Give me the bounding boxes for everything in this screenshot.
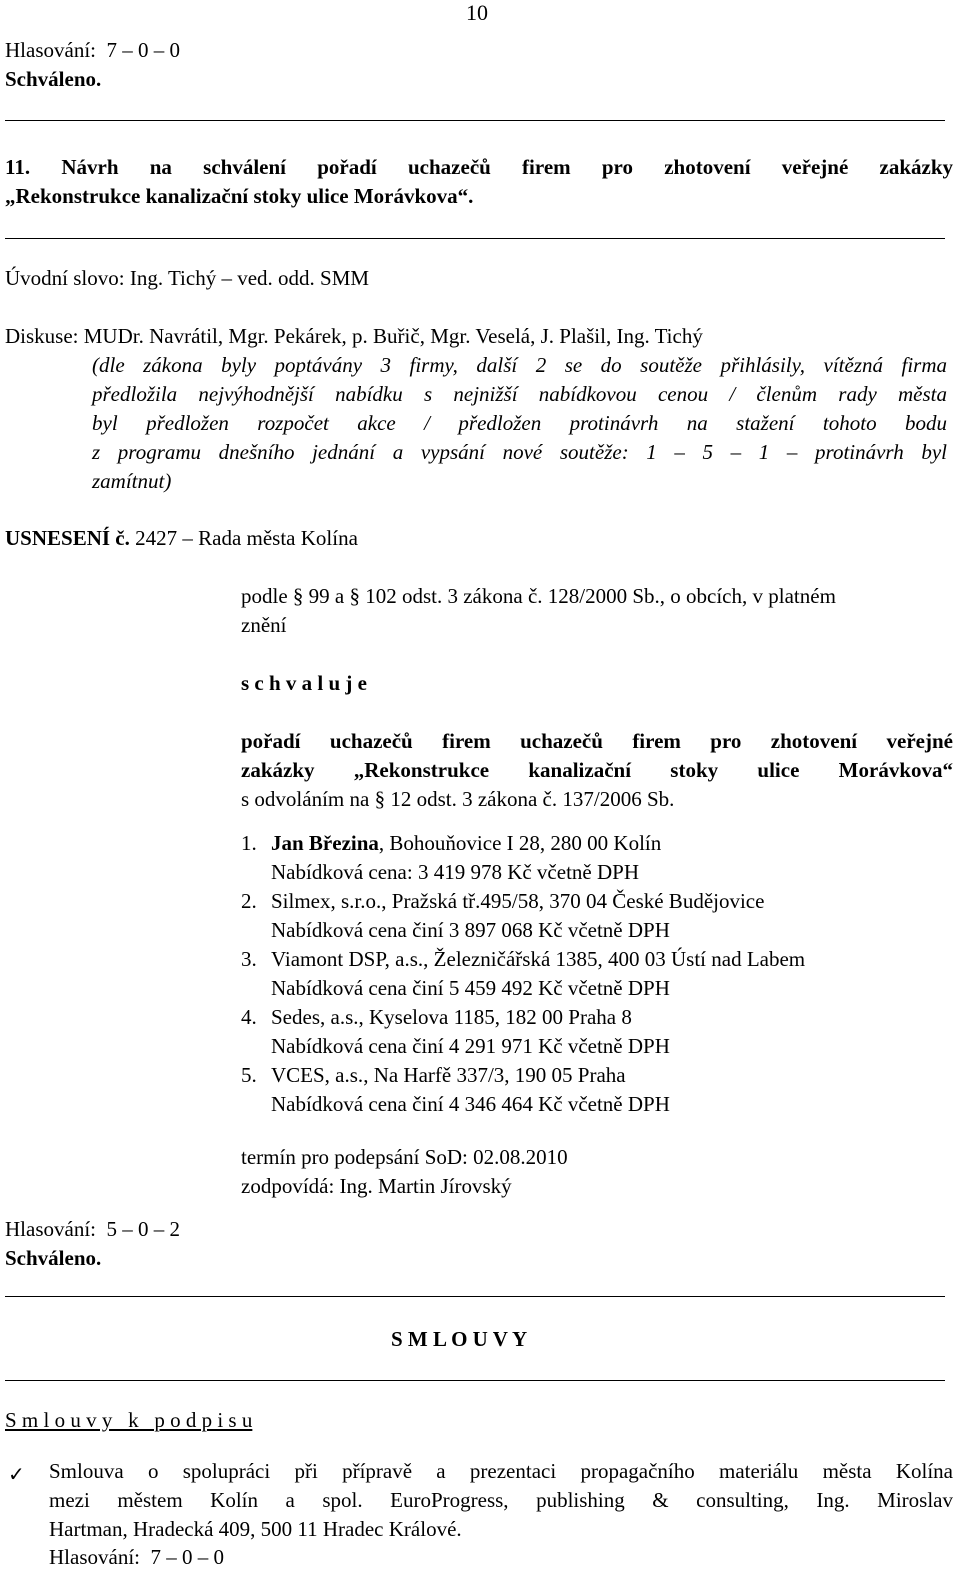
discussion-list: Diskuse: MUDr. Navrátil, Mgr. Pekárek, p. Buřič, Mgr. Veselá, J. Plašil, Ing. Tichý: [5, 324, 703, 348]
vote-result: Schváleno.: [5, 1246, 102, 1270]
bidder-price: Nabídková cena: 3 419 978 Kč včetně DPH: [271, 860, 639, 884]
note-line: předložila nejvýhodnější nabídku s nejnižší nabídkovou cenou / členům rady města: [92, 382, 947, 406]
section-subheading: S m l o u v y k p o d p i s u: [5, 1408, 253, 1432]
order-line3: s odvoláním na § 12 odst. 3 zákona č. 137/2006 Sb.: [241, 787, 675, 811]
order-line2: zakázky „Rekonstrukce kanalizační stoky ulice Morávkova“: [241, 758, 953, 782]
divider: [5, 1380, 945, 1381]
vote-item11: Hlasování: 5 – 0 – 2: [5, 1217, 180, 1241]
responsible-person: zodpovídá: Ing. Martin Jírovský: [241, 1174, 512, 1198]
item-title-line2: „Rekonstrukce kanalizační stoky ulice Morávkova“.: [5, 184, 474, 208]
section-heading: S M L O U V Y: [391, 1327, 528, 1351]
order-line1: pořadí uchazečů firem uchazečů firem pro zhotovení veřejné: [241, 729, 953, 753]
item-title-line1: 11. Návrh na schválení pořadí uchazečů firem pro zhotovení veřejné zakázky: [5, 155, 954, 179]
contract-line: mezi městem Kolín a spol. EuroProgress, publishing & consulting, Ing. Miroslav: [49, 1488, 953, 1512]
bidder-item: 4. Sedes, a.s., Kyselova 1185, 182 00 Praha 8: [241, 1005, 632, 1029]
note-line: zamítnut): [92, 469, 172, 493]
contract-line: Smlouva o spolupráci při přípravě a prezentaci propagačního materiálu města Kolína: [49, 1459, 953, 1483]
bidder-item: 1. Jan Březina, Bohouňovice I 28, 280 00 Kolín: [241, 831, 662, 855]
check-icon: ✓: [8, 1462, 25, 1486]
contract-line: Hartman, Hradecká 409, 500 11 Hradec Králové.: [49, 1517, 462, 1541]
vote-top: [5, 38, 180, 63]
approves-verb: s c h v a l u j e: [241, 671, 367, 695]
divider: [5, 120, 945, 121]
vote-result: Schváleno.: [5, 67, 102, 91]
bidder-price: Nabídková cena činí 4 346 464 Kč včetně DPH: [271, 1092, 670, 1116]
deadline: termín pro podepsání SoD: 02.08.2010: [241, 1145, 568, 1169]
note-line: byl předložen rozpočet akce / předložen protinávrh na stažení tohoto bodu: [92, 411, 947, 435]
divider: [5, 1296, 945, 1297]
bidder-item: 2. Silmex, s.r.o., Pražská tř.495/58, 370 04 České Budějovice: [241, 889, 765, 913]
note-line: z programu dnešního jednání a vypsání nové soutěže: 1 – 5 – 1 – protinávrh byl: [92, 440, 947, 464]
divider: [5, 238, 945, 239]
intro-speaker: Úvodní slovo: Ing. Tichý – ved. odd. SMM: [5, 266, 370, 290]
bidder-price: Nabídková cena činí 5 459 492 Kč včetně DPH: [271, 976, 670, 1000]
bidder-item: 3. Viamont DSP, a.s., Železničářská 1385, 400 03 Ústí nad Labem: [241, 947, 806, 971]
legal-basis: podle § 99 a § 102 odst. 3 zákona č. 128/2000 Sb., o obcích, v platném: [241, 584, 836, 608]
bidder-item: 5. VCES, a.s., Na Harfě 337/3, 190 05 Praha: [241, 1063, 626, 1087]
vote-value: 7 – 0 – 0: [106, 38, 180, 62]
page-number: 10: [466, 0, 488, 25]
note-line: (dle zákona byly poptávány 3 firmy, další 2 se do soutěže přihlásily, vítězná firma: [92, 353, 947, 377]
legal-basis-cont: znění: [241, 613, 287, 637]
bidder-price: Nabídková cena činí 3 897 068 Kč včetně DPH: [271, 918, 670, 942]
vote-contract: Hlasování: 7 – 0 – 0: [49, 1545, 224, 1569]
resolution-heading: USNESENÍ č. 2427 – Rada města Kolína: [5, 526, 358, 550]
vote-label: Hlasování:: [5, 38, 96, 62]
bidder-price: Nabídková cena činí 4 291 971 Kč včetně DPH: [271, 1034, 670, 1058]
